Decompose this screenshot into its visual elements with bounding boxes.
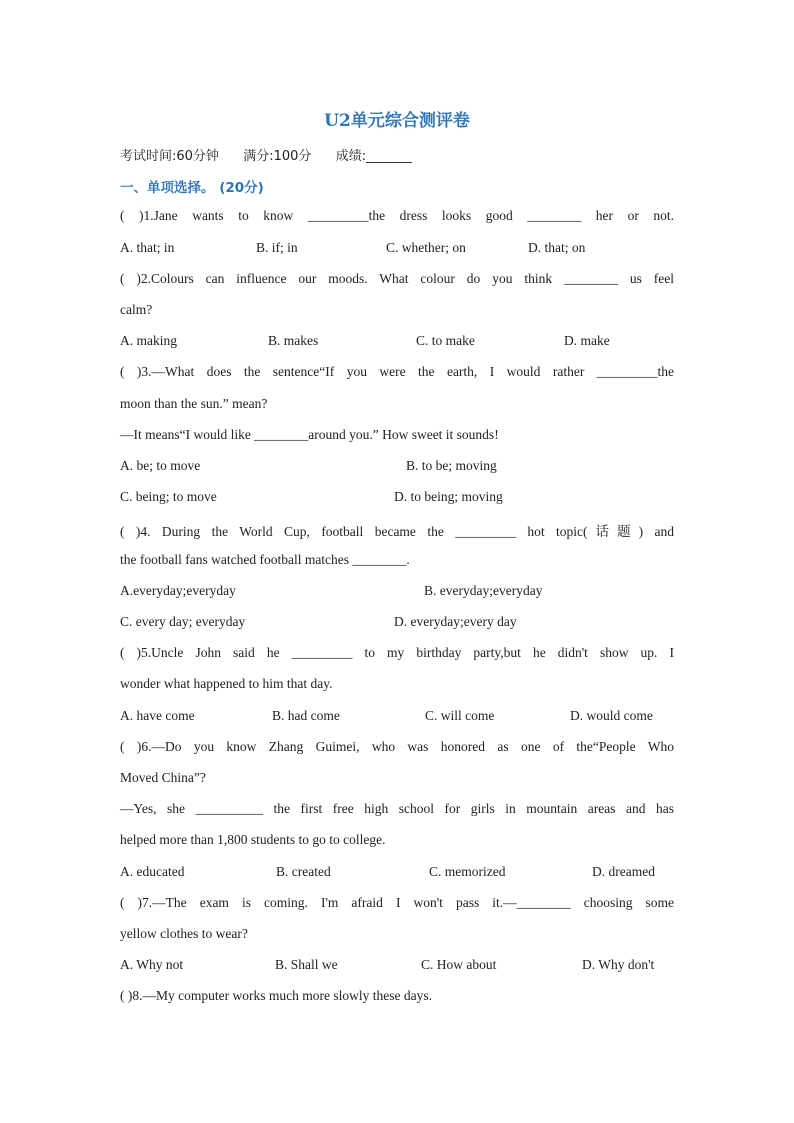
option-b: B. everyday;everyday — [424, 583, 543, 598]
grade-label: 成绩:_______ — [335, 149, 412, 164]
question-6-stem: ( )6.—Do you know Zhang Guimei, who was honored as one of the“People Who — [120, 739, 674, 754]
option-d: D. make — [564, 333, 610, 348]
question-3-stem: ( )3.—What does the sentence“If you were the earth, I would rather _________the — [120, 364, 674, 379]
exam-info — [120, 145, 674, 164]
option-c: C. memorized — [429, 864, 506, 879]
question-4-stem-cont: the football fans watched football matches ________. — [120, 552, 410, 567]
option-b: B. to be; moving — [406, 458, 497, 473]
question-2-stem-cont: calm? — [120, 302, 153, 317]
question-8-stem: ( )8.—My computer works much more slowly these days. — [120, 988, 432, 1003]
page-title: U2单元综合测评卷 — [324, 111, 470, 131]
option-c: C. How about — [421, 957, 497, 972]
question-4-stem: ( )4. During the World Cup, football became the _________ hot topic(话题) and — [120, 524, 674, 539]
option-a: A. be; to move — [120, 458, 201, 473]
option-b: B. created — [276, 864, 331, 879]
question-5-stem-cont: wonder what happened to him that day. — [120, 676, 333, 691]
option-b: B. if; in — [256, 240, 298, 255]
option-c: C. will come — [425, 708, 495, 723]
option-c: C. to make — [416, 333, 475, 348]
question-7-stem-cont: yellow clothes to wear? — [120, 926, 248, 941]
option-d: D. to being; moving — [394, 489, 503, 504]
question-3-answer: —It means“I would like ________around you.” How sweet it sounds! — [120, 427, 499, 442]
question-6-answer-cont: helped more than 1,800 students to go to college. — [120, 832, 386, 847]
option-d: D. Why don't — [582, 957, 655, 972]
section-title: 一、单项选择。 (20分) — [120, 180, 264, 196]
option-a: A. Why not — [120, 957, 184, 972]
question-3-stem-cont: moon than the sun.” mean? — [120, 396, 268, 411]
option-d: D. would come — [570, 708, 653, 723]
option-a: A. educated — [120, 864, 185, 879]
option-d: D. dreamed — [592, 864, 655, 879]
option-a: A. making — [120, 333, 177, 348]
question-5-stem: ( )5.Uncle John said he _________ to my birthday party,but he didn't show up. I — [120, 645, 674, 660]
option-b: B. makes — [268, 333, 319, 348]
question-7-stem: ( )7.—The exam is coming. I'm afraid I won't pass it.—________ choosing some — [120, 895, 674, 910]
time-label: 考试时间:60分钟 — [120, 149, 219, 164]
score-label: 满分:100分 — [243, 149, 312, 164]
question-2-stem: ( )2.Colours can influence our moods. What colour do you think ________ us feel — [120, 271, 674, 286]
option-a: A. have come — [120, 708, 195, 723]
option-a: A.everyday;everyday — [120, 583, 236, 598]
question-6-stem-cont: Moved China”? — [120, 770, 206, 785]
question-6-answer: —Yes, she __________ the first free high school for girls in mountain areas and has — [120, 801, 674, 816]
option-c: C. whether; on — [386, 240, 466, 255]
option-d: D. that; on — [528, 240, 586, 255]
option-b: B. had come — [272, 708, 340, 723]
option-c: C. every day; everyday — [120, 614, 246, 629]
option-c: C. being; to move — [120, 489, 217, 504]
option-d: D. everyday;every day — [394, 614, 517, 629]
option-a: A. that; in — [120, 240, 175, 255]
option-b: B. Shall we — [275, 957, 338, 972]
question-1-stem: ( )1.Jane wants to know _________the dress looks good ________ her or not. — [120, 208, 674, 223]
